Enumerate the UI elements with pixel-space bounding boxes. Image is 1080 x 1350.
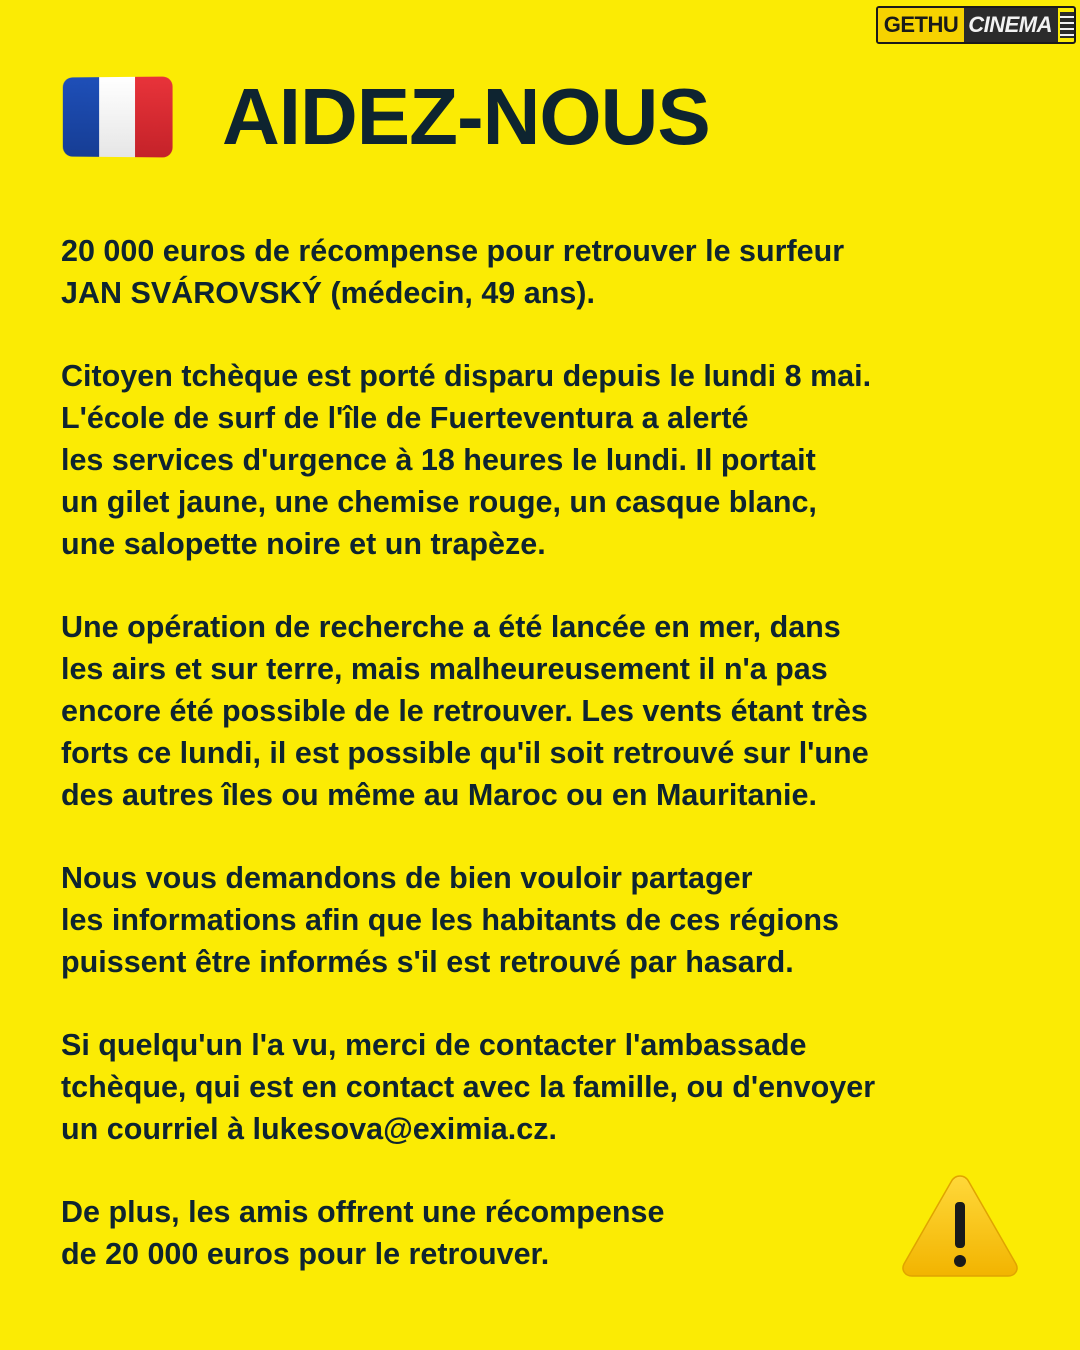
watermark-part1: GETHU bbox=[878, 8, 965, 42]
page-title: AIDEZ-NOUS bbox=[222, 72, 710, 161]
text-line: Si quelqu'un l'a vu, merci de contacter l'ambassade bbox=[61, 1028, 807, 1062]
text-line: Citoyen tchèque est porté disparu depuis le lundi 8 mai. bbox=[61, 359, 872, 393]
text-line: puissent être informés s'il est retrouvé par hasard. bbox=[61, 945, 794, 979]
france-flag-icon bbox=[63, 76, 173, 157]
text-line: les services d'urgence à 18 heures le lundi. Il portait bbox=[61, 443, 816, 477]
film-reel-icon bbox=[1060, 12, 1074, 38]
text-line: forts ce lundi, il est possible qu'il soit retrouvé sur l'une bbox=[61, 736, 869, 770]
warning-icon bbox=[900, 1172, 1020, 1278]
text-line: 20 000 euros de récompense pour retrouver le surfeur bbox=[61, 234, 845, 268]
paragraph-contact bbox=[61, 1024, 1021, 1150]
text-line: de 20 000 euros pour le retrouver. bbox=[61, 1237, 550, 1271]
paragraph-friends-reward bbox=[61, 1191, 1021, 1275]
watermark-logo bbox=[876, 6, 1076, 44]
paragraph-disappearance bbox=[61, 355, 1021, 565]
text-line: Une opération de recherche a été lancée en mer, dans bbox=[61, 610, 841, 644]
text-line: les informations afin que les habitants de ces régions bbox=[61, 903, 839, 937]
text-line: De plus, les amis offrent une récompense bbox=[61, 1195, 665, 1229]
paragraph-reward bbox=[61, 230, 1021, 314]
header bbox=[62, 72, 710, 162]
message-body bbox=[61, 230, 1021, 1316]
text-line: des autres îles ou même au Maroc ou en Mauritanie. bbox=[61, 778, 817, 812]
text-line: encore été possible de le retrouver. Les vents étant très bbox=[61, 694, 868, 728]
paragraph-search bbox=[61, 606, 1021, 816]
text-line: une salopette noire et un trapèze. bbox=[61, 527, 546, 561]
text-line: un courriel à lukesova@eximia.cz. bbox=[61, 1112, 557, 1146]
text-line: JAN SVÁROVSKÝ (médecin, 49 ans). bbox=[61, 276, 595, 310]
watermark-part2: CINEMA bbox=[964, 8, 1058, 42]
text-line: les airs et sur terre, mais malheureusement il n'a pas bbox=[61, 652, 828, 686]
text-line: tchèque, qui est en contact avec la famille, ou d'envoyer bbox=[61, 1070, 876, 1104]
text-line: Nous vous demandons de bien vouloir partager bbox=[61, 861, 753, 895]
text-line: un gilet jaune, une chemise rouge, un casque blanc, bbox=[61, 485, 817, 519]
text-line: L'école de surf de l'île de Fuerteventura a alerté bbox=[61, 401, 749, 435]
paragraph-share-request bbox=[61, 857, 1021, 983]
